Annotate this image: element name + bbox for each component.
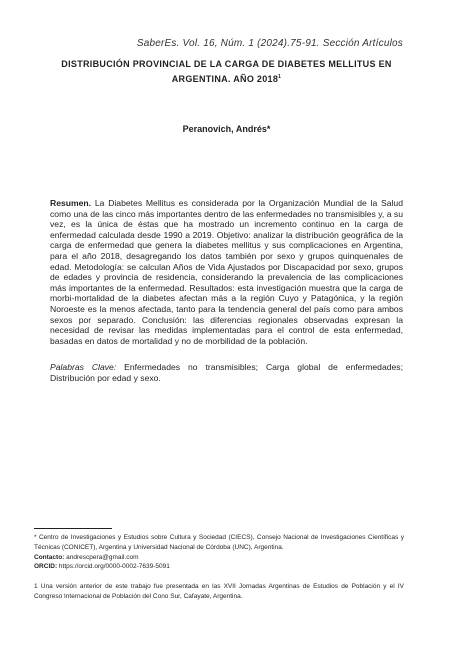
footnotes: [34, 533, 404, 602]
contact-email[interactable]: andrescpera@gmail.com: [66, 553, 139, 561]
affiliation-footnote: * Centro de Investigaciones y Estudios sobre Cultura y Sociedad (CIECS), Consejo Nacional de Investigaciones Científicas y Técnicas (CONICET), Argentina y Universidad Nacional de Córdoba (UNC), Argentina.: [34, 534, 404, 551]
keywords-label: Palabras Clave:: [50, 362, 117, 372]
article-title: [46, 58, 407, 85]
keywords-text: Enfermedades no transmisibles; Carga global de enfermedades; Distribución por edad y sexo.: [50, 362, 403, 383]
orcid-label: ORCID:: [34, 563, 58, 571]
orcid-line: [34, 562, 404, 572]
abstract: [50, 198, 403, 346]
article-title-text: DISTRIBUCIÓN PROVINCIAL DE LA CARGA DE DIABETES MELLITUS EN ARGENTINA. AÑO 2018: [61, 59, 392, 84]
contact-label: Contacto:: [34, 553, 65, 561]
author-marker: *: [266, 124, 271, 134]
version-footnote: 1 Una versión anterior de este trabajo fue presentada en las XVII Jornadas Argentinas de Estudios de Población y el IV Congreso Internacional de Población del Cono Sur, Cafayate, Argentina.: [34, 583, 404, 600]
keywords: [50, 362, 403, 383]
title-footnote-marker[interactable]: 1: [278, 73, 282, 80]
orcid-link[interactable]: https://orcid.org/0000-0002-7639-5091: [58, 563, 170, 571]
abstract-label: Resumen.: [50, 198, 92, 208]
footnote-divider: [34, 528, 112, 529]
running-header: SaberEs. Vol. 16, Núm. 1 (2024).75-91. Sección Artículos: [136, 38, 403, 49]
contact-line: [34, 553, 404, 563]
author-name: Peranovich, Andrés: [182, 124, 267, 134]
author-line: [40, 124, 413, 134]
abstract-text: La Diabetes Mellitus es considerada por la Organización Mundial de la Salud como una de las cinco más importantes dentro de las enfermedades no transmisibles y, a su vez, es la única de éstas que ha mostrado un incremento continuo en la carga de enfermedad calculada desde 1990 a 2019. Objetivo: analizar la distribución geográfica de la carga de enfermedad que genera la diabetes mellitus y sus complicaciones en Argentina, para el año 2018, desagregando los datos también por sexo y grupos quinquenales de edad. Metodología: se calculan Años de Vida Ajustados por Discapacidad por sexo, grupos de edades y provincia de residencia, considerando la prevalencia de las complicaciones más importantes de la enfermedad. Resultados: esta investigación muestra que la carga de morbi-mortalidad de la diabetes afectan más a la región Cuyo y Patagónica, y la región Noroeste es la menos afectada, tanto para la tendencia general del país como para ambos sexos por separado. Conclusión: las diferencias regionales observadas expresan la necesidad de revisar las medidas implementadas para el control de esta enfermedad, basadas en datos de mortalidad y no de morbilidad de la población.: [50, 198, 403, 346]
